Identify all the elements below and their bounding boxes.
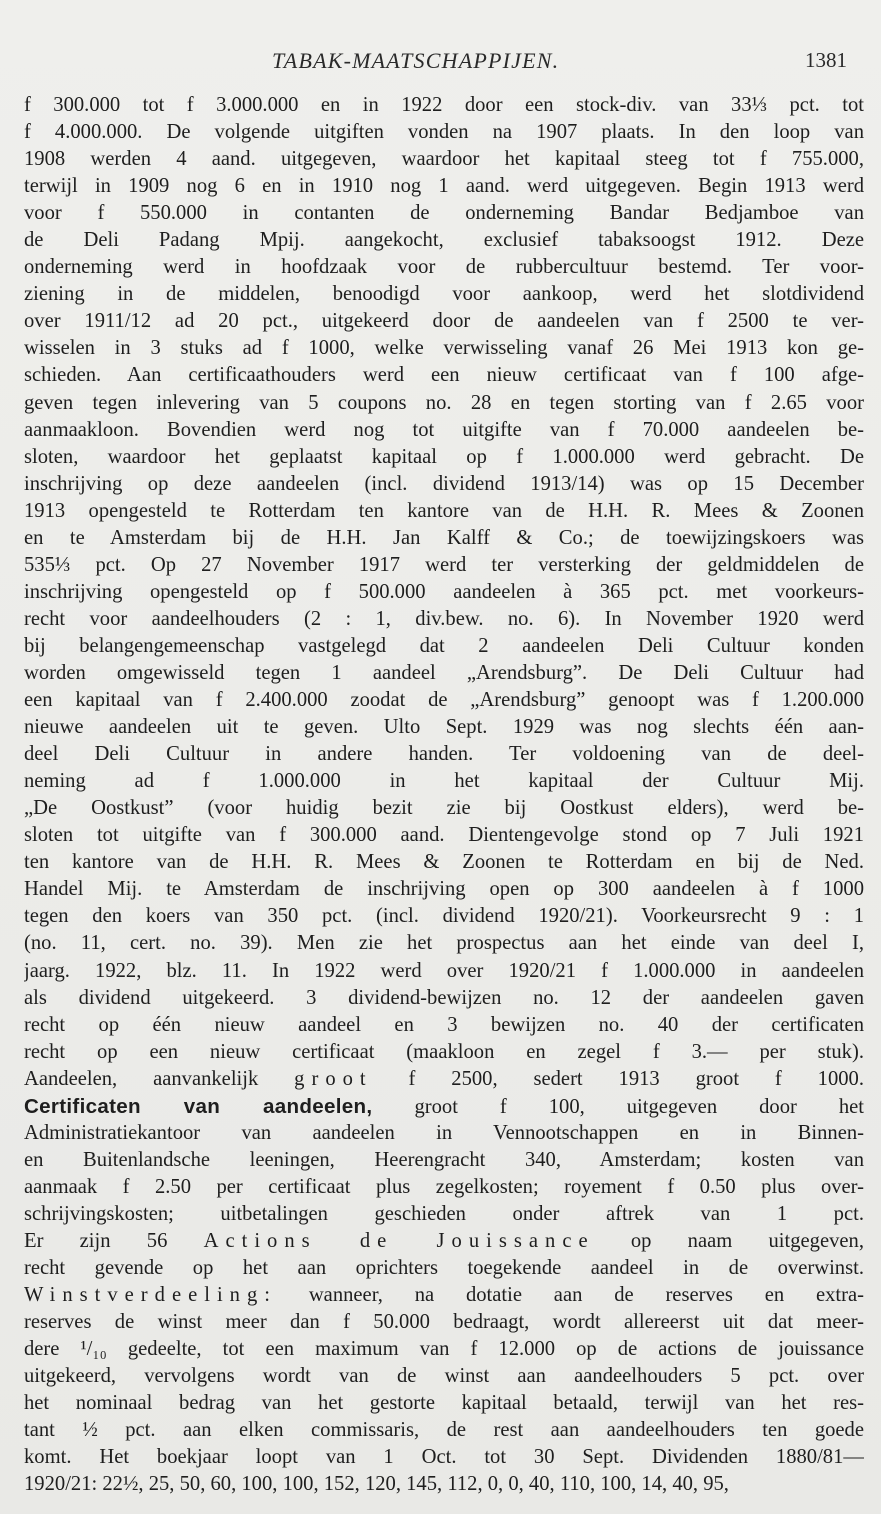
text-line: Er zijn 56 Actions de Jouissance op naam uitgegeven, bbox=[24, 1229, 864, 1252]
text-line: sloten tot uitgifte van f 300.000 aand. Dientengevolge stond op 7 Juli 1921 bbox=[24, 824, 864, 847]
text-line: recht op een nieuw certificaat (maakloon en zegel f 3.— per stuk). bbox=[24, 1040, 864, 1063]
text-line: worden omgewisseld tegen 1 aandeel „Arendsburg”. De Deli Cultuur had bbox=[24, 661, 864, 684]
text-line: geven tegen inlevering van 5 coupons no. 28 en tegen storting van f 2.65 voor bbox=[24, 391, 864, 414]
text-line: schrijvingskosten; uitbetalingen geschieden onder aftrek van 1 pct. bbox=[24, 1202, 864, 1225]
text-line: neming ad f 1.000.000 in het kapitaal der Cultuur Mij. bbox=[24, 770, 864, 793]
text-line: „De Oostkust” (voor huidig bezit zie bij Oostkust elders), werd be- bbox=[24, 797, 864, 820]
text-line: 1908 werden 4 aand. uitgegeven, waardoor het kapitaal steeg tot f 755.000, bbox=[24, 148, 864, 171]
text-line: onderneming werd in hoofdzaak voor de rubbercultuur bestemd. Ter voor- bbox=[24, 256, 864, 279]
page-header bbox=[0, 48, 881, 78]
text-line: voor f 550.000 in contanten de onderneming Bandar Bedjamboe van bbox=[24, 202, 864, 225]
text-line: een kapitaal van f 2.400.000 zoodat de „Arendsburg” genoopt was f 1.200.000 bbox=[24, 689, 864, 712]
text-line: en te Amsterdam bij de H.H. Jan Kalff & Co.; de toewijzingskoers was bbox=[24, 526, 864, 549]
text-line: sloten, waardoor het geplaatst kapitaal op f 1.000.000 werd gebracht. De bbox=[24, 445, 864, 468]
text-line: inschrijving opengesteld op f 500.000 aandeelen à 365 pct. met voorkeurs- bbox=[24, 580, 864, 603]
text-line: Handel Mij. te Amsterdam de inschrijving open op 300 aandeelen à f 1000 bbox=[24, 878, 864, 901]
text-line: aanmaakloon. Bovendien werd nog tot uitgifte van f 70.000 aandeelen be- bbox=[24, 418, 864, 441]
text-line: over 1911/12 ad 20 pct., uitgekeerd door de aandeelen van f 2500 te ver- bbox=[24, 310, 864, 333]
text-line: (no. 11, cert. no. 39). Men zie het prospectus aan het einde van deel I, bbox=[24, 932, 864, 955]
text-line: 535⅓ pct. Op 27 November 1917 werd ter versterking der geldmiddelen de bbox=[24, 553, 864, 576]
page-number: 1381 bbox=[805, 48, 847, 72]
text-line: recht voor aandeelhouders (2 : 1, div.bew. no. 6). In November 1920 werd bbox=[24, 607, 864, 630]
text-line: 1913 opengesteld te Rotterdam ten kantore van de H.H. R. Mees & Zoonen bbox=[24, 499, 864, 522]
text-line: de Deli Padang Mpij. aangekocht, exclusief tabaksoogst 1912. Deze bbox=[24, 229, 864, 252]
text-line: Winstverdeeling: wanneer, na dotatie aan de reserves en extra- bbox=[24, 1284, 864, 1307]
text-line: schieden. Aan certificaathouders werd een nieuw certificaat van f 100 afge- bbox=[24, 364, 864, 387]
text-line: f 4.000.000. De volgende uitgiften vonden na 1907 plaats. In den loop van bbox=[24, 121, 864, 144]
text-line: als dividend uitgekeerd. 3 dividend-bewijzen no. 12 der aandeelen gaven bbox=[24, 986, 864, 1009]
text-line: tegen den koers van 350 pct. (incl. dividend 1920/21). Voorkeursrecht 9 : 1 bbox=[24, 905, 864, 928]
body-text bbox=[24, 92, 864, 1498]
text-line: dere ¹/₁₀ gedeelte, tot een maximum van f 12.000 op de actions de jouissance bbox=[24, 1338, 864, 1361]
text-line: het nominaal bedrag van het gestorte kapitaal betaald, terwijl van het res- bbox=[24, 1392, 864, 1415]
text-line: ziening in de middelen, benoodigd voor aankoop, werd het slotdividend bbox=[24, 283, 864, 306]
running-head: TABAK-MAATSCHAPPIJEN. bbox=[272, 48, 560, 73]
text-line: Certificaten van aandeelen, groot f 100, uitgegeven door het bbox=[24, 1094, 864, 1118]
text-line: en Buitenlandsche leeningen, Heerengracht 340, Amsterdam; kosten van bbox=[24, 1148, 864, 1171]
text-line: recht op één nieuw aandeel en 3 bewijzen no. 40 der certificaten bbox=[24, 1013, 864, 1036]
text-line: komt. Het boekjaar loopt van 1 Oct. tot 30 Sept. Dividenden 1880/81— bbox=[24, 1446, 864, 1469]
text-line: ten kantore van de H.H. R. Mees & Zoonen te Rotterdam en bij de Ned. bbox=[24, 851, 864, 874]
text-line: Aandeelen, aanvankelijk groot f 2500, sedert 1913 groot f 1000. bbox=[24, 1067, 864, 1090]
text-line: terwijl in 1909 nog 6 en in 1910 nog 1 aand. werd uitgegeven. Begin 1913 werd bbox=[24, 175, 864, 198]
text-line: nieuwe aandeelen uit te geven. Ulto Sept. 1929 was nog slechts één aan- bbox=[24, 716, 864, 739]
text-line: f 300.000 tot f 3.000.000 en in 1922 door een stock-div. van 33⅓ pct. tot bbox=[24, 94, 864, 116]
text-line: tant ½ pct. aan elken commissaris, de rest aan aandeelhouders ten goede bbox=[24, 1419, 864, 1442]
text-line: inschrijving op deze aandeelen (incl. dividend 1913/14) was op 15 December bbox=[24, 472, 864, 495]
text-line: 1920/21: 22½, 25, 50, 60, 100, 100, 152, 120, 145, 112, 0, 0, 40, 110, 100, 14, 40, 95, bbox=[24, 1473, 729, 1496]
text-line: Administratiekantoor van aandeelen in Vennootschappen en in Binnen- bbox=[24, 1121, 864, 1144]
text-line: wisselen in 3 stuks ad f 1000, welke verwisseling vanaf 26 Mei 1913 kon ge- bbox=[24, 337, 864, 360]
text-line: bij belangengemeenschap vastgelegd dat 2 aandeelen Deli Cultuur konden bbox=[24, 634, 864, 657]
text-line: reserves de winst meer dan f 50.000 bedraagt, wordt allereerst uit dat meer- bbox=[24, 1311, 864, 1334]
text-line: uitgekeerd, vervolgens wordt van de winst aan aandeelhouders 5 pct. over bbox=[24, 1365, 864, 1388]
text-line: aanmaak f 2.50 per certificaat plus zegelkosten; royement f 0.50 plus over- bbox=[24, 1175, 864, 1198]
text-line: recht gevende op het aan oprichters toegekende aandeel in de overwinst. bbox=[24, 1257, 864, 1280]
text-line: deel Deli Cultuur in andere handen. Ter voldoening van de deel- bbox=[24, 743, 864, 766]
text-line: jaarg. 1922, blz. 11. In 1922 werd over 1920/21 f 1.000.000 in aandeelen bbox=[24, 959, 864, 982]
